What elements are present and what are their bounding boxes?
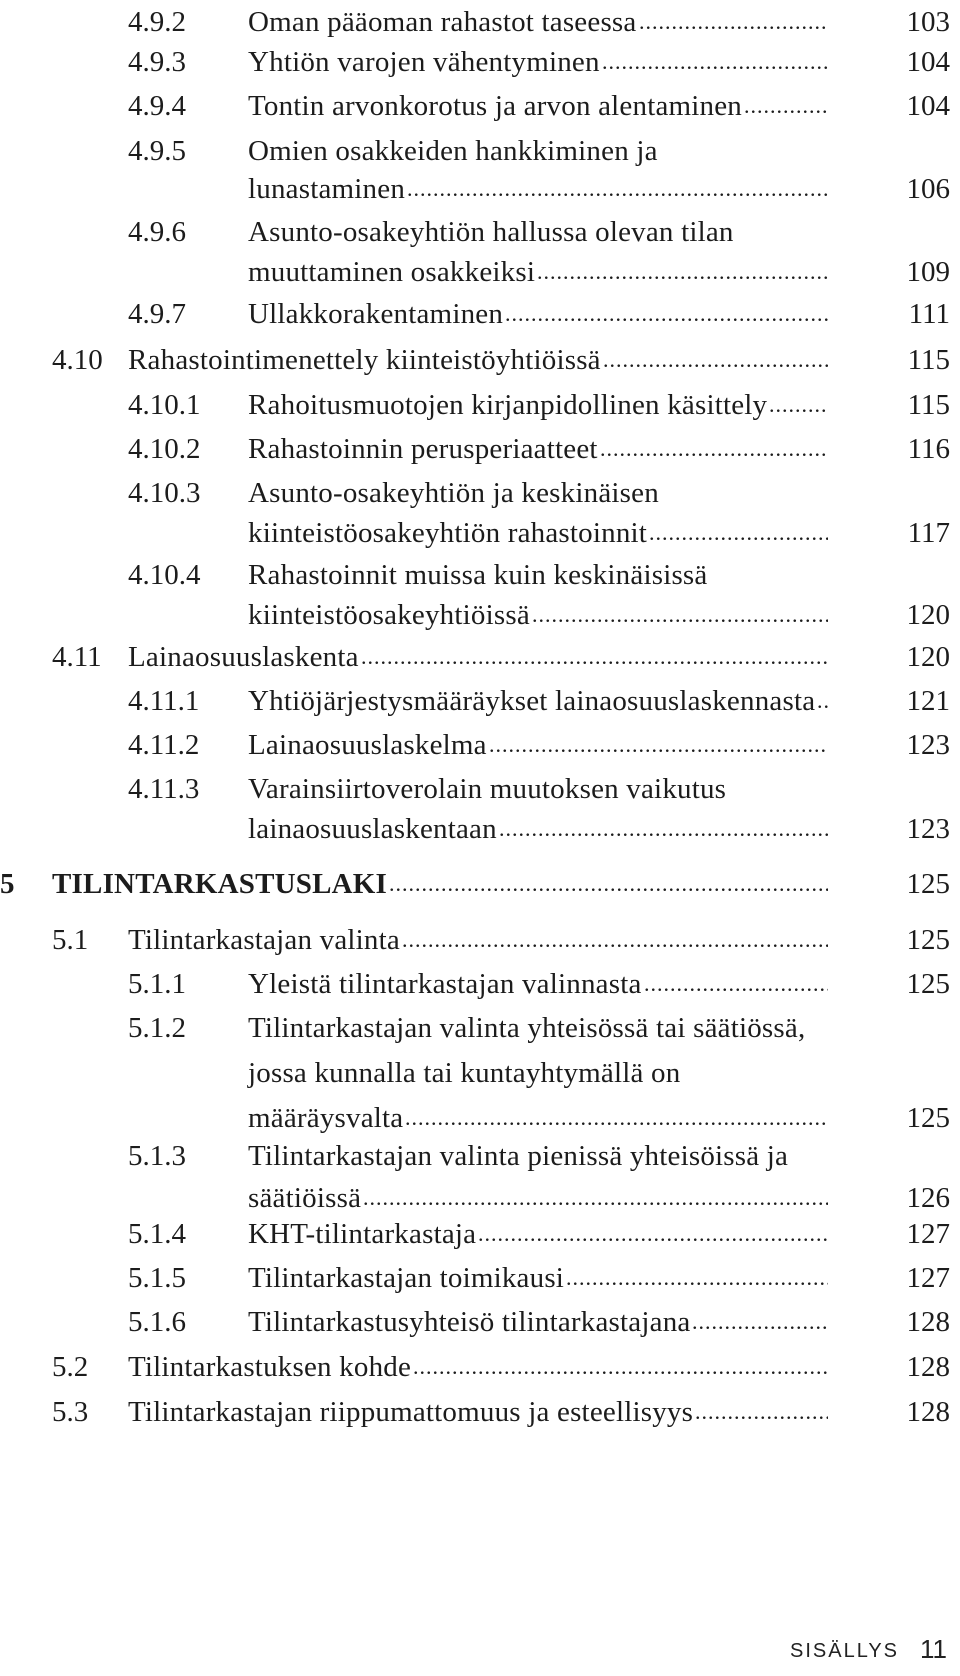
toc-entry-page: 115: [907, 344, 950, 376]
toc-entry-number: 5.1.1: [128, 968, 186, 1000]
dot-leader: [413, 1345, 828, 1389]
toc-entry-number: 4.9.6: [128, 216, 186, 248]
toc-entry-number: 4.9.4: [128, 90, 186, 122]
toc-entry-page: 121: [906, 685, 950, 717]
toc-entry-title: TILINTARKASTUSLAKI: [52, 868, 388, 900]
toc-entry-page: 104: [906, 90, 950, 122]
toc-entry-title: Tilintarkastajan valinta pienissä yhteisöissä ja: [248, 1140, 789, 1172]
toc-entry-title: Yhtiöjärjestysmääräykset lainaosuuslaskennasta: [248, 685, 816, 717]
page-number: 11: [920, 1634, 947, 1664]
toc-entry-number: 5.1.5: [128, 1262, 186, 1294]
toc-entry-page: 103: [906, 6, 950, 38]
dot-leader: [817, 679, 828, 723]
toc-entry-number: 4.10.3: [128, 477, 201, 509]
toc-entry-title: Asunto-osakeyhtiön hallussa olevan tilan: [248, 216, 734, 248]
toc-entry-title: Tilintarkastajan valinta yhteisössä tai säätiössä,: [248, 1012, 806, 1044]
dot-leader: [402, 918, 828, 962]
toc-entry-title: jossa kunnalla tai kuntayhtymällä on: [248, 1057, 681, 1089]
toc-entry-title: Tilintarkastajan valinta: [128, 924, 400, 956]
toc-entry-number: 4.11.2: [128, 729, 200, 761]
dot-leader: [489, 723, 828, 767]
toc-entry-page: 104: [906, 46, 950, 78]
toc-entry-number: 5.2: [52, 1351, 89, 1383]
dot-leader: [649, 511, 828, 555]
toc-entry-page: 116: [907, 433, 950, 465]
toc-entry-page: 120: [906, 641, 950, 673]
toc-entry-number: 4.9.5: [128, 135, 186, 167]
toc-entry-number: 4.11.3: [128, 773, 200, 805]
toc-entry-number: 5.3: [52, 1396, 89, 1428]
dot-leader: [639, 0, 828, 44]
dot-leader: [499, 807, 828, 851]
toc-entry-page: 125: [906, 868, 950, 900]
toc-entry-title: kiinteistöosakeyhtiöissä: [248, 599, 530, 631]
dot-leader: [566, 1256, 828, 1300]
toc-entry-page: 125: [906, 968, 950, 1000]
toc-entry-title: Rahastoinnin perusperiaatteet: [248, 433, 598, 465]
toc-entry-title: Oman pääoman rahastot taseessa: [248, 6, 637, 38]
toc-entry-number: 4.9.7: [128, 298, 186, 330]
toc-entry-title: määräysvalta: [248, 1102, 404, 1134]
toc-entry-page: 125: [906, 1102, 950, 1134]
running-footer-label: SISÄLLYS: [790, 1640, 900, 1662]
toc-entry-number: 4.9.3: [128, 46, 186, 78]
dot-leader: [695, 1390, 828, 1434]
toc-entry-title: Rahoitusmuotojen kirjanpidollinen käsittely: [248, 389, 768, 421]
dot-leader: [600, 427, 828, 471]
toc-entry-title: lainaosuuslaskentaan: [248, 813, 497, 845]
toc-entry-number: 4.11: [52, 641, 102, 673]
toc-entry-page: 128: [906, 1351, 950, 1383]
dot-leader: [389, 862, 828, 906]
toc-entry-title: KHT-tilintarkastaja: [248, 1218, 477, 1250]
toc-entry-title: Asunto-osakeyhtiön ja keskinäisen: [248, 477, 659, 509]
toc-entry-title: muuttaminen osakkeiksi: [248, 256, 536, 288]
toc-entry-number: 4.10.4: [128, 559, 201, 591]
toc-entry-page: 123: [906, 813, 950, 845]
dot-leader: [744, 84, 828, 128]
toc-entry-title: Tilintarkastajan riippumattomuus ja esteellisyys: [128, 1396, 694, 1428]
toc-entry-title: kiinteistöosakeyhtiön rahastoinnit: [248, 517, 648, 549]
toc-entry-number: 5: [0, 868, 15, 900]
dot-leader: [537, 250, 828, 294]
toc-entry-page: 127: [906, 1262, 950, 1294]
toc-entry-title: Yhtiön varojen vähentyminen: [248, 46, 600, 78]
toc-entry-title: Tilintarkastusyhteisö tilintarkastajana: [248, 1306, 691, 1338]
dot-leader: [407, 167, 828, 211]
toc-entry-page: 115: [907, 389, 950, 421]
dot-leader: [532, 593, 828, 637]
toc-entry-page: 125: [906, 924, 950, 956]
toc-entry-number: 4.10.1: [128, 389, 201, 421]
toc-entry-title: säätiöissä: [248, 1182, 362, 1214]
dot-leader: [603, 338, 828, 382]
dot-leader: [361, 635, 828, 679]
toc-entry-title: Lainaosuuslaskenta: [128, 641, 359, 673]
toc-entry-page: 120: [906, 599, 950, 631]
toc-entry-title: Omien osakkeiden hankkiminen ja: [248, 135, 658, 167]
toc-entry-number: 5.1.6: [128, 1306, 186, 1338]
toc-entry-number: 4.11.1: [128, 685, 200, 717]
toc-entry-title: Tilintarkastajan toimikausi: [248, 1262, 565, 1294]
toc-entry-page: 111: [908, 298, 950, 330]
toc-entry-number: 5.1.2: [128, 1012, 186, 1044]
toc-entry-page: 126: [906, 1182, 950, 1214]
toc-entry-number: 5.1.3: [128, 1140, 186, 1172]
toc-entry-title: Ullakkorakentaminen: [248, 298, 504, 330]
toc-entry-title: Lainaosuuslaskelma: [248, 729, 487, 761]
toc-entry-number: 4.10.2: [128, 433, 201, 465]
dot-leader: [769, 383, 828, 427]
dot-leader: [692, 1300, 828, 1344]
toc-entry-page: 128: [906, 1306, 950, 1338]
toc-entry-page: 106: [906, 173, 950, 205]
toc-entry-page: 127: [906, 1218, 950, 1250]
dot-leader: [478, 1212, 828, 1256]
dot-leader: [505, 292, 828, 336]
toc-entry-title: Rahastoinnit muissa kuin keskinäisissä: [248, 559, 708, 591]
toc-entry-title: lunastaminen: [248, 173, 406, 205]
toc-entry-number: 4.10: [52, 344, 103, 376]
toc-entry-page: 128: [906, 1396, 950, 1428]
toc-entry-title: Tilintarkastuksen kohde: [128, 1351, 412, 1383]
toc-entry-page: 123: [906, 729, 950, 761]
toc-entry-number: 5.1: [52, 924, 89, 956]
toc-entry-title: Rahastointimenettely kiinteistöyhtiöissä: [128, 344, 601, 376]
toc-entry-title: Tontin arvonkorotus ja arvon alentaminen: [248, 90, 743, 122]
dot-leader: [644, 962, 828, 1006]
toc-entry-page: 117: [907, 517, 950, 549]
toc-entry-number: 5.1.4: [128, 1218, 186, 1250]
toc-entry-page: 109: [906, 256, 950, 288]
toc-entry-title: Varainsiirtoverolain muutoksen vaikutus: [248, 773, 727, 805]
toc-entry-number: 4.9.2: [128, 6, 186, 38]
dot-leader: [602, 40, 828, 84]
toc-entry-title: Yleistä tilintarkastajan valinnasta: [248, 968, 642, 1000]
